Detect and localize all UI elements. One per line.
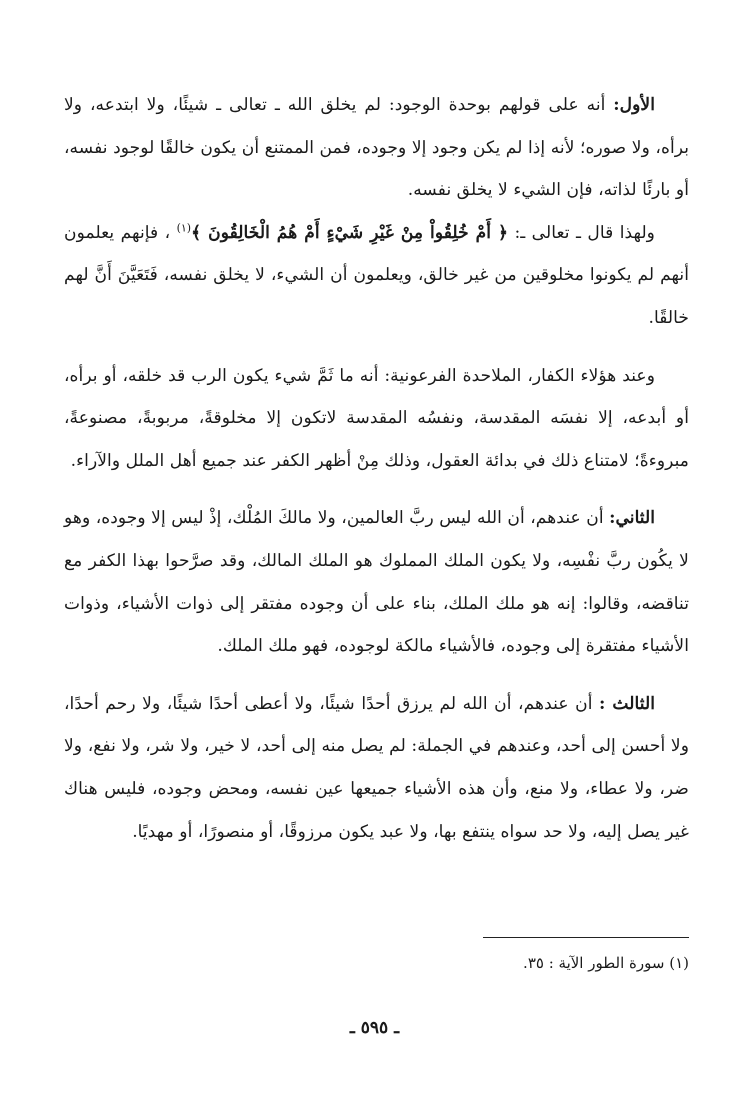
paragraph-text: وعند هؤلاء الكفار، الملاحدة الفرعونية: أنه ما ثَمَّ شيء يكون الرب قد خلقه، أو برأه، أو أبدعه، إلا نفسَه المقدسة، ونفسُه المقدسة لاتكون إلا مخلوقةً، مربوبةً، مصنوعةً، مبروءةً؛ لامتناع ذلك في بدائة العقول، وذلك مِنْ أظهر الكفر عند جميع أهل الملل والآراء. [64, 365, 689, 471]
paragraph-lead-first: الأول: [613, 95, 655, 115]
page-number: ـ ٥٩٥ ـ [349, 1018, 400, 1038]
paragraph-text: أن عندهم، أن الله ليس ربَّ العالمين، ولا مالكَ المُلْك، إذْ ليس إلا وجوده، وهو لا يكُون ربَّ نفْسِه، ولا يكون الملك المملوك هو الملك المالك، وقد صرَّحوا بهذا الكفر مع تناقضه، وقالوا: إنه هو ملك الملك، بناء على أن وجوده مفتقر إلى ذوات الأشياء، وذوات الأشياء مفتقرة إلى وجوده، فالأشياء مالكة لوجوده، فهو ملك الملك. [64, 508, 689, 657]
paragraph-text: ولهذا قال ـ تعالى ـ: [508, 222, 655, 243]
paragraph-third-point [64, 683, 689, 853]
paragraph-lead-third: الثالث : [599, 693, 655, 714]
quran-verse: ﴿ أَمْ خُلِقُواْ مِنْ غَيْرِ شَيْءٍ أَمْ هُمُ الْخَالِقُونَ ﴾ [191, 222, 509, 243]
paragraph-pharaonic-heretics [64, 355, 689, 483]
paragraph-text: أنه على قولهم بوحدة الوجود: لم يخلق الله ـ تعالى ـ شيئًا، ولا ابتدعه، ولا برأه، ولا صوره؛ لأنه إذا لم يكن وجود إلا وجوده، فمن الممتنع أن يكون خالقًا لوجود نفسه، أو بارئًا لذاته، فإن الشيء لا يخلق نفسه. [64, 95, 689, 201]
footnote-divider [483, 937, 689, 938]
paragraph-text: ، فإنهم يعلمون أنهم لم يكونوا مخلوقين من غير خالق، ويعلمون أن الشيء، لا يخلق نفسه، فَتَعَيَّنَ أَنَّ لهم خالقًا. [64, 222, 689, 328]
paragraph-text: أن عندهم، أن الله لم يرزق أحدًا شيئًا، ولا أعطى أحدًا شيئًا، ولا رحم أحدًا، ولا أحسن إلى أحد، وعندهم في الجملة: لم يصل منه إلى أحد، لا خير، ولا شر، ولا نفع، ولا ضر، ولا عطاء، ولا منع، وأن هذه الأشياء جميعها عين نفسه، ومحض وجوده، فليس هناك غير يصل إليه، ولا حد سواه ينتفع بها، ولا عبد يكون مرزوقًا، أو منصورًا، أو مهديًا. [64, 693, 689, 842]
paragraph-first-point [64, 84, 689, 212]
paragraph-quran-citation [64, 212, 689, 340]
paragraph-second-point [64, 497, 689, 667]
footnote-reference: (١) [176, 221, 192, 235]
footnote: (١) سورة الطور الآية : ٣٥. [523, 954, 689, 972]
body-text [64, 84, 689, 853]
paragraph-lead-second: الثاني: [609, 508, 655, 529]
